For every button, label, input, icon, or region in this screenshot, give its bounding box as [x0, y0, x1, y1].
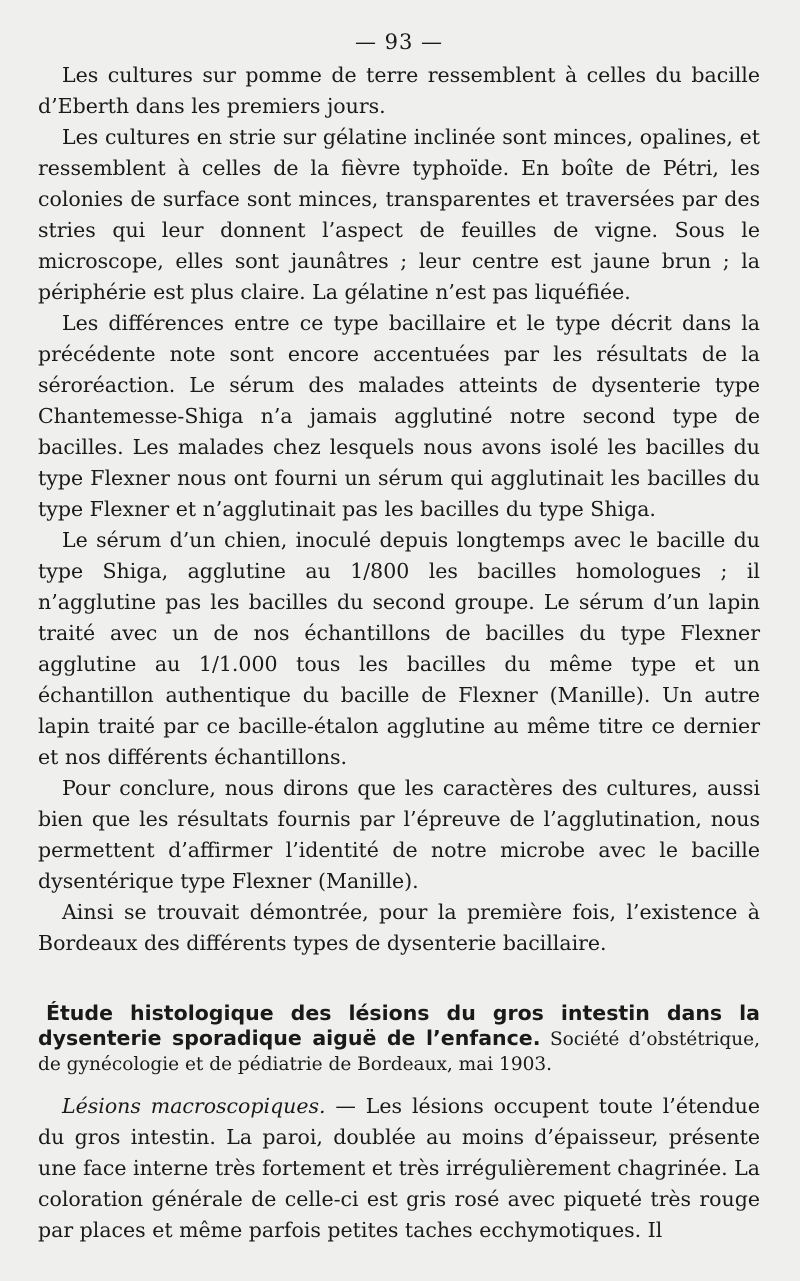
article-heading	[38, 1001, 760, 1077]
paragraph-seroreaction: Les différences entre ce type bacillaire et le type décrit dans la précédente note sont encore accentuées par les résultats de la séroréaction. Le sérum des malades atteints de dysenterie type Chantemesse-Shiga n’a jamais agglutiné notre second type de bacilles. Les malades chez lesquels nous avons isolé les bacilles du type Flexner nous ont fourni un sérum qui agglutinait les bacilles du type Flexner et n’agglutinait pas les bacilles du type Shiga.	[38, 311, 760, 521]
paragraph-serum-tests: Le sérum d’un chien, inoculé depuis longtemps avec le bacille du type Shiga, agglutine au 1/800 les bacilles homologues ; il n’agglutine pas les bacilles du second groupe. Le sérum d’un lapin traité avec un de nos échantillons de bacilles du type Flexner agglutine au 1/1.000 tous les bacilles du même type et un échantillon authentique du bacille de Flexner (Manille). Un autre lapin traité par ce bacille-étalon agglutine au même titre ce dernier et nos différents échantillons.	[38, 528, 760, 769]
paragraph-gelatin-cultures: Les cultures en strie sur gélatine inclinée sont minces, opalines, et ressemblent à celles de la fièvre typhoïde. En boîte de Pétri, les colonies de surface sont minces, transparentes et traversées par des stries qui leur donnent l’aspect de feuilles de vigne. Sous le microscope, elles sont jaunâtres ; leur centre est jaune brun ; la périphérie est plus claire. La gélatine n’est pas liquéfiée.	[38, 125, 760, 304]
article-title: Étude histologique des lésions du gros intestin dans la dysenterie sporadique aiguë de l’enfance.	[38, 1001, 760, 1050]
paragraph-potato-cultures: Les cultures sur pomme de terre ressemblent à celles du bacille d’Eberth dans les premiers jours.	[38, 63, 760, 118]
paragraph-conclusion: Pour conclure, nous dirons que les caractères des cultures, aussi bien que les résultats fournis par l’épreuve de l’agglutination, nous permettent d’affirmer l’identité de notre microbe avec le bacille dysentérique type Flexner (Manille).	[38, 776, 760, 893]
macroscopic-lesions-lead: Lésions macroscopiques.	[62, 1094, 326, 1118]
paragraph-macroscopic-lesions	[38, 1091, 760, 1246]
macroscopic-lesions-text: — Les lésions occupent toute l’étendue du gros intestin. La paroi, doublée au moins d’épaisseur, présente une face interne très fortement et très irrégulièrement chagrinée. La coloration générale de celle-ci est gris rosé avec piqueté très rouge par places et même parfois petites taches ecchymotiques. Il	[38, 1094, 760, 1242]
section-gap	[38, 959, 760, 1001]
page-number: — 93 —	[354, 30, 444, 54]
paragraph-bordeaux: Ainsi se trouvait démontrée, pour la première fois, l’existence à Bordeaux des différents types de dysenterie bacillaire.	[38, 900, 760, 955]
article-meta: Société d’obstétrique, de gynécologie et de pédiatrie de Bordeaux, mai 1903.	[38, 1029, 760, 1075]
